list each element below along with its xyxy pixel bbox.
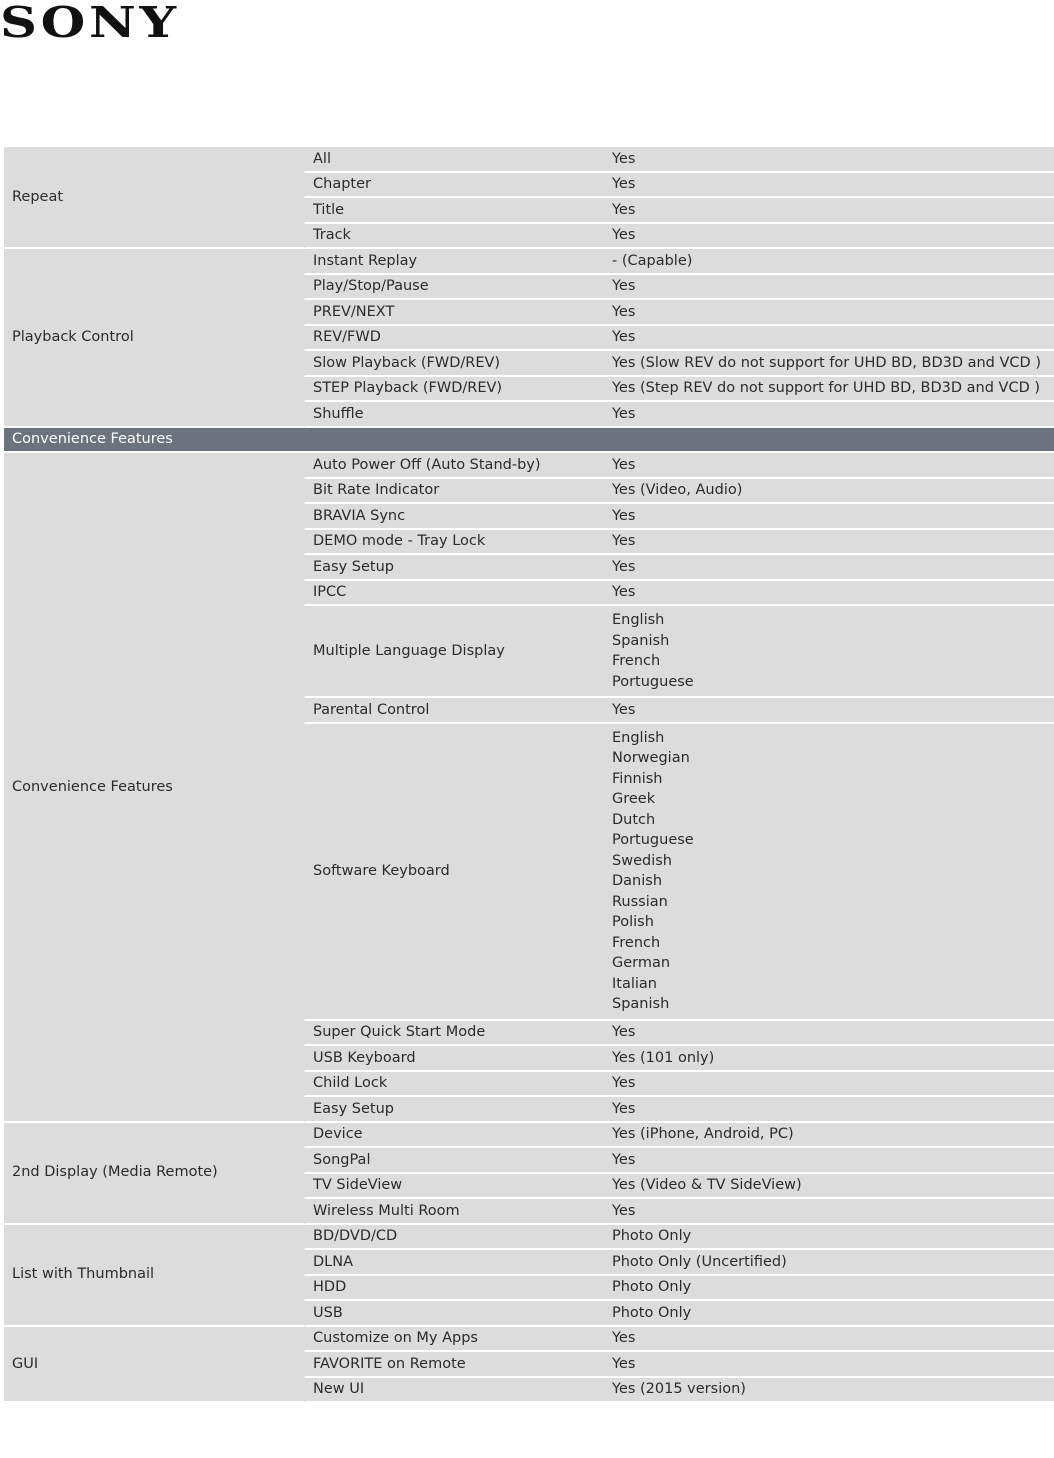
value-line: Portuguese bbox=[612, 673, 694, 690]
feature-value: Yes (2015 version) bbox=[604, 1378, 1054, 1404]
feature-value: Yes bbox=[604, 581, 1054, 607]
feature-value: Yes bbox=[604, 555, 1054, 581]
spec-row bbox=[4, 249, 1054, 275]
feature-label: STEP Playback (FWD/REV) bbox=[304, 377, 604, 403]
feature-value bbox=[604, 724, 1054, 1021]
value-line: Italian bbox=[612, 975, 657, 992]
feature-label: Title bbox=[304, 198, 604, 224]
value-line: German bbox=[612, 955, 671, 971]
feature-label: Customize on My Apps bbox=[304, 1327, 604, 1353]
feature-value: Yes bbox=[604, 1148, 1054, 1174]
section-header-row bbox=[4, 428, 1054, 454]
sony-logo: SONY bbox=[0, 0, 180, 47]
feature-value: Photo Only bbox=[604, 1301, 1054, 1327]
feature-value: Yes bbox=[604, 300, 1054, 326]
feature-label: Easy Setup bbox=[304, 1097, 604, 1123]
feature-label: USB bbox=[304, 1301, 604, 1327]
feature-label: Instant Replay bbox=[304, 249, 604, 275]
value-line: Spanish bbox=[612, 996, 670, 1012]
feature-label: Slow Playback (FWD/REV) bbox=[304, 351, 604, 377]
feature-label: DLNA bbox=[304, 1250, 604, 1276]
spec-row bbox=[4, 453, 1054, 479]
feature-value: Yes bbox=[604, 1021, 1054, 1047]
feature-value: Yes bbox=[604, 530, 1054, 556]
group-label: List with Thumbnail bbox=[4, 1225, 304, 1327]
feature-value: Yes (Video & TV SideView) bbox=[604, 1174, 1054, 1200]
value-line: Finnish bbox=[612, 770, 663, 787]
feature-value: Yes (iPhone, Android, PC) bbox=[604, 1123, 1054, 1149]
feature-value: Yes bbox=[604, 402, 1054, 428]
spec-table-body bbox=[4, 147, 1054, 1403]
feature-label: Wireless Multi Room bbox=[304, 1199, 604, 1225]
feature-value: Yes (Video, Audio) bbox=[604, 479, 1054, 505]
feature-label: BD/DVD/CD bbox=[304, 1225, 604, 1251]
feature-label: Chapter bbox=[304, 173, 604, 199]
feature-value: Yes bbox=[604, 1327, 1054, 1353]
feature-value: Photo Only bbox=[604, 1225, 1054, 1251]
value-line: Swedish bbox=[612, 852, 672, 869]
spec-row bbox=[4, 147, 1054, 173]
feature-label: Shuffle bbox=[304, 402, 604, 428]
feature-value: Photo Only bbox=[604, 1276, 1054, 1302]
section-header: Convenience Features bbox=[4, 428, 1054, 454]
feature-label: FAVORITE on Remote bbox=[304, 1352, 604, 1378]
feature-value: Yes bbox=[604, 147, 1054, 173]
feature-label: REV/FWD bbox=[304, 326, 604, 352]
group-label: GUI bbox=[4, 1327, 304, 1404]
feature-value: - (Capable) bbox=[604, 249, 1054, 275]
feature-value: Photo Only (Uncertified) bbox=[604, 1250, 1054, 1276]
feature-value: Yes bbox=[604, 453, 1054, 479]
feature-value: Yes (101 only) bbox=[604, 1046, 1054, 1072]
feature-label: BRAVIA Sync bbox=[304, 504, 604, 530]
value-line: English bbox=[612, 612, 665, 628]
feature-value: Yes (Step REV do not support for UHD BD, BD3D and VCD ) bbox=[604, 377, 1054, 403]
feature-value: Yes bbox=[604, 504, 1054, 530]
spec-table bbox=[4, 147, 1054, 1403]
feature-label: Device bbox=[304, 1123, 604, 1149]
feature-value: Yes bbox=[604, 224, 1054, 250]
group-label: Repeat bbox=[4, 147, 304, 249]
group-label: Convenience Features bbox=[4, 453, 304, 1123]
feature-value: Yes (Slow REV do not support for UHD BD, BD3D and VCD ) bbox=[604, 351, 1054, 377]
feature-label: IPCC bbox=[304, 581, 604, 607]
value-line: Russian bbox=[612, 893, 668, 910]
feature-value: Yes bbox=[604, 275, 1054, 301]
feature-label: DEMO mode - Tray Lock bbox=[304, 530, 604, 556]
value-line: Greek bbox=[612, 791, 656, 807]
spec-row bbox=[4, 1327, 1054, 1353]
value-line: Danish bbox=[612, 873, 663, 889]
value-line: Dutch bbox=[612, 811, 656, 828]
group-label: Playback Control bbox=[4, 249, 304, 428]
feature-label: Play/Stop/Pause bbox=[304, 275, 604, 301]
feature-value bbox=[604, 606, 1054, 698]
feature-label: Software Keyboard bbox=[304, 724, 604, 1021]
spec-row bbox=[4, 1123, 1054, 1149]
value-line: English bbox=[612, 729, 665, 746]
feature-value: Yes bbox=[604, 1352, 1054, 1378]
feature-value: Yes bbox=[604, 1199, 1054, 1225]
feature-label: Easy Setup bbox=[304, 555, 604, 581]
value-line: Polish bbox=[612, 914, 654, 930]
feature-label: Bit Rate Indicator bbox=[304, 479, 604, 505]
feature-value: Yes bbox=[604, 698, 1054, 724]
value-line: French bbox=[612, 934, 661, 951]
feature-label: USB Keyboard bbox=[304, 1046, 604, 1072]
feature-value: Yes bbox=[604, 173, 1054, 199]
group-label: 2nd Display (Media Remote) bbox=[4, 1123, 304, 1225]
feature-value: Yes bbox=[604, 1097, 1054, 1123]
feature-label: HDD bbox=[304, 1276, 604, 1302]
feature-label: All bbox=[304, 147, 604, 173]
value-line: Portuguese bbox=[612, 832, 694, 848]
feature-label: Super Quick Start Mode bbox=[304, 1021, 604, 1047]
value-line: French bbox=[612, 653, 661, 669]
feature-label: Parental Control bbox=[304, 698, 604, 724]
feature-label: New UI bbox=[304, 1378, 604, 1404]
feature-label: Track bbox=[304, 224, 604, 250]
feature-value: Yes bbox=[604, 1072, 1054, 1098]
spec-row bbox=[4, 1225, 1054, 1251]
feature-label: Multiple Language Display bbox=[304, 606, 604, 698]
value-line: Norwegian bbox=[612, 750, 690, 766]
feature-label: SongPal bbox=[304, 1148, 604, 1174]
feature-value: Yes bbox=[604, 326, 1054, 352]
feature-label: PREV/NEXT bbox=[304, 300, 604, 326]
feature-label: TV SideView bbox=[304, 1174, 604, 1200]
feature-value: Yes bbox=[604, 198, 1054, 224]
feature-label: Auto Power Off (Auto Stand-by) bbox=[304, 453, 604, 479]
feature-label: Child Lock bbox=[304, 1072, 604, 1098]
value-line: Spanish bbox=[612, 632, 670, 649]
